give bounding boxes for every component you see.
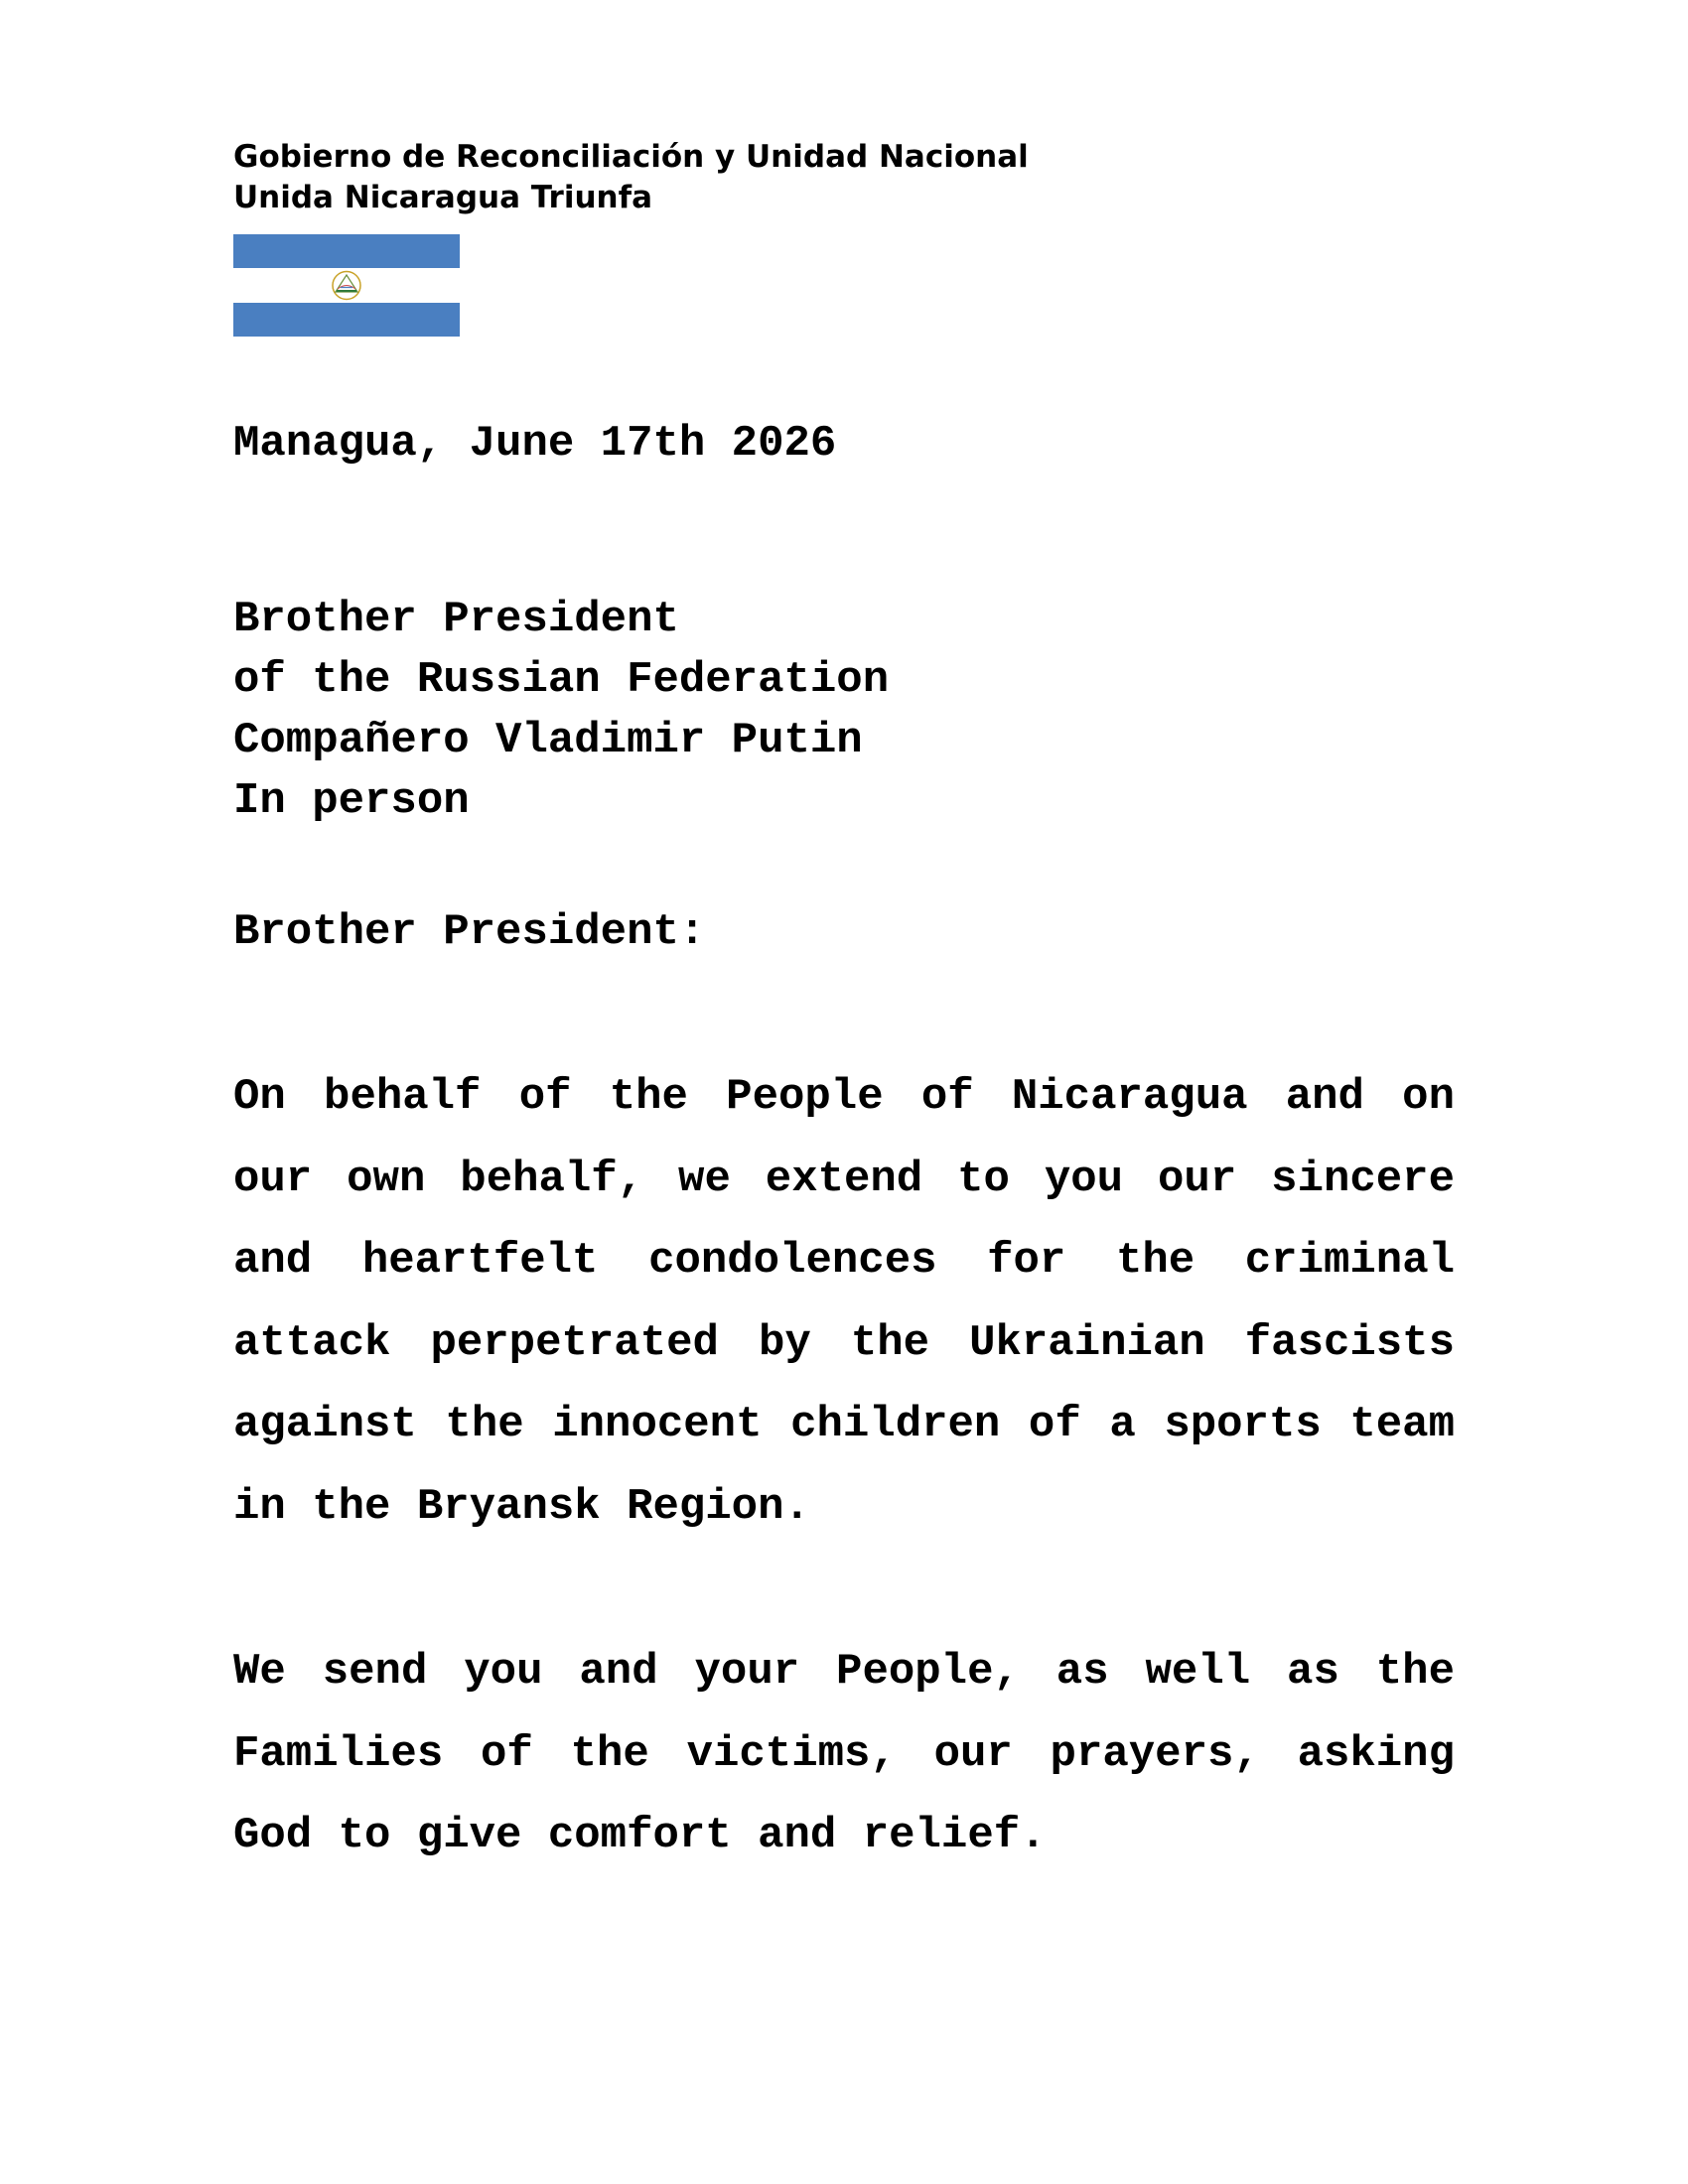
- body-paragraph: We send you and your People, as well as the Families of the victims, our prayers, asking God to give comfort and relief.: [233, 1647, 1455, 1860]
- body-paragraph: On behalf of the People of Nicaragua and on our own behalf, we extend to you our sincere and heartfelt condolences for the criminal attack perpetrated by the Ukrainian fascists against the innocent children of a sports team in the Bryansk Region.: [233, 1072, 1455, 1532]
- letter-date: Managua, June 17th 2026: [233, 419, 837, 469]
- flag-top-stripe: [233, 234, 460, 268]
- salutation: Brother President:: [233, 907, 706, 957]
- letterhead-government-name: Gobierno de Reconciliación y Unidad Nacional: [233, 139, 1029, 175]
- recipient-line: Brother President: [233, 595, 679, 644]
- recipient-block: [233, 590, 889, 832]
- flag-bottom-stripe: [233, 303, 460, 337]
- letterhead-slogan: Unida Nicaragua Triunfa: [233, 180, 653, 215]
- letterhead: [233, 137, 1029, 218]
- nicaragua-flag-icon: [233, 234, 460, 337]
- recipient-line: Compañero Vladimir Putin: [233, 716, 863, 765]
- recipient-line: of the Russian Federation: [233, 655, 890, 705]
- recipient-line: In person: [233, 776, 470, 826]
